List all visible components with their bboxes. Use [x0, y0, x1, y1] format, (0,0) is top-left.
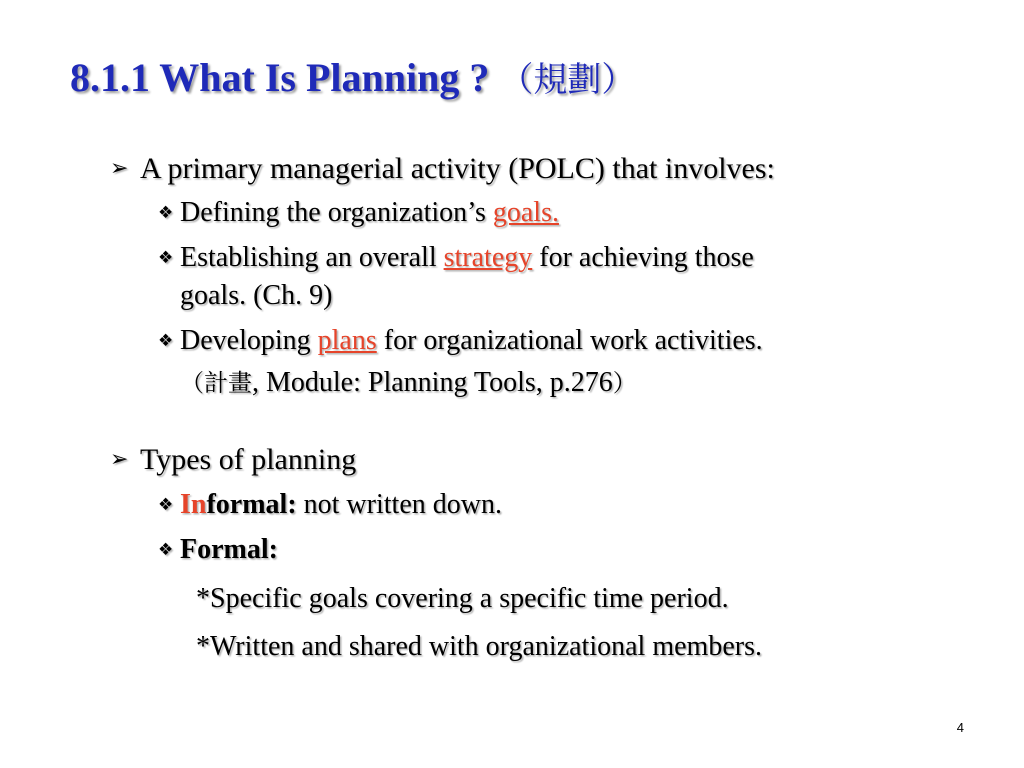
- diamond-bullet-icon: ❖: [158, 248, 174, 268]
- plans-link: plans: [317, 325, 377, 356]
- informal-item: ❖ Informal: not written down.: [158, 489, 502, 520]
- diamond-bullet-icon: ❖: [158, 540, 174, 560]
- diamond-bullet-icon: ❖: [158, 495, 174, 515]
- page-number: 4: [956, 720, 964, 735]
- section1-item-2: ❖ Establishing an overall strategy for achieving those: [158, 242, 754, 273]
- diamond-bullet-icon: ❖: [158, 203, 174, 223]
- arrow-bullet-icon: ➢: [110, 156, 129, 181]
- arrow-bullet-icon: ➢: [110, 447, 129, 472]
- section1-item-2-cont: goals. (Ch. 9): [180, 280, 333, 311]
- title-cjk: （規劃）: [499, 60, 636, 100]
- section1-item-3-cont: （計畫, Module: Planning Tools, p.276）: [180, 367, 637, 398]
- title-main: 8.1.1 What Is Planning ?: [70, 55, 490, 100]
- section1-heading: ➢ A primary managerial activity (POLC) that involves:: [110, 152, 775, 185]
- section1-item-1: ❖ Defining the organization’s goals.: [158, 197, 559, 228]
- goals-link: goals.: [492, 197, 559, 228]
- slide-title: [70, 52, 635, 101]
- section1-item-3: ❖ Developing plans for organizational work activities.: [158, 325, 763, 356]
- strategy-link: strategy: [443, 242, 533, 273]
- formal-detail-1: *Specific goals covering a specific time period.: [196, 583, 729, 614]
- diamond-bullet-icon: ❖: [158, 331, 174, 351]
- section2-heading: ➢ Types of planning: [110, 443, 357, 476]
- formal-item: ❖ Formal:: [158, 534, 278, 565]
- formal-detail-2: *Written and shared with organizational members.: [196, 631, 762, 662]
